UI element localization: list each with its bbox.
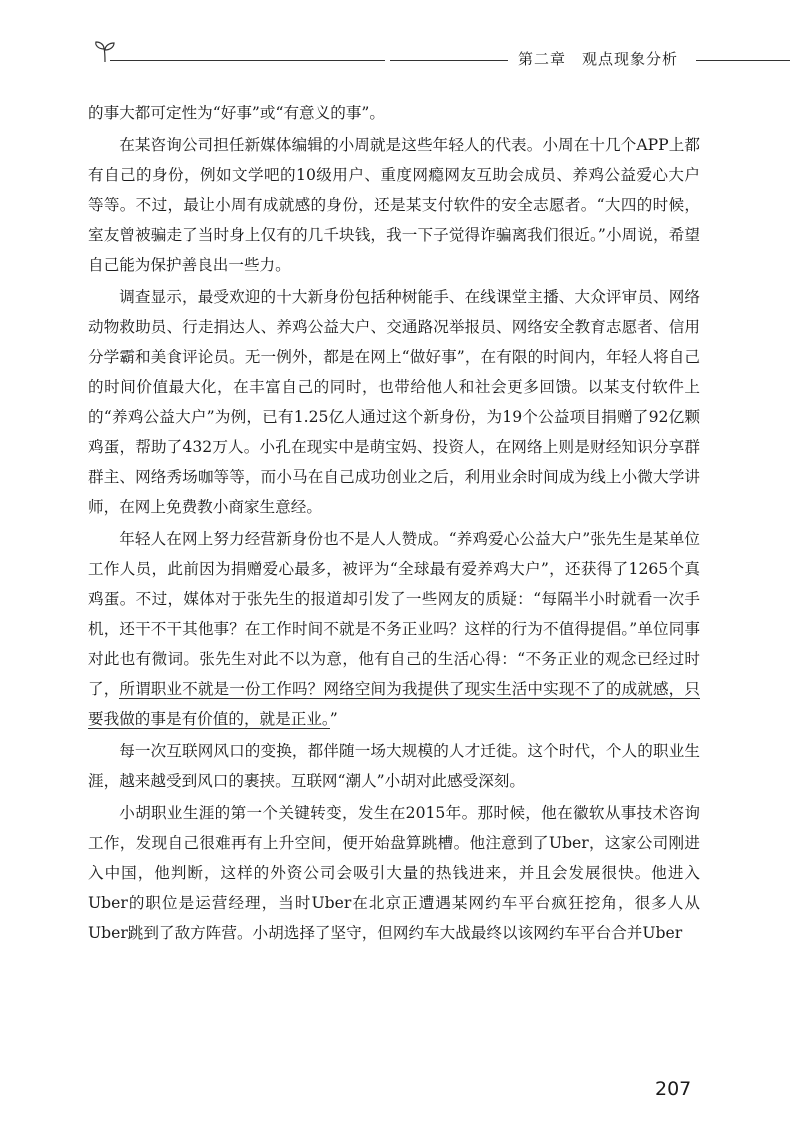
paragraph-5: 每一次互联网风口的变换，都伴随一场大规模的人才迁徙。这个时代，个人的职业生涯，越来越受到风口的裹挟。互联网“潮人”小胡对此感受深刻。 xyxy=(88,742,700,790)
header-rule-left xyxy=(110,60,385,61)
paragraph-6: 小胡职业生涯的第一个关键转变，发生在2015年。那时候，他在徽软从事技术咨询工作，发现自己很难再有上升空间，便开始盘算跳槽。他注意到了Uber，这家公司刚进入中国，他判断，这样的外资公司会吸引大量的热钱进来，并且会发展很快。他进入Uber的职位是运营经理，当时Uber在北京正遭遇某网约车平台疯狂挖角，很多人从Uber跳到了敌方阵营。小胡选择了坚守，但网约车大战最终以该网约车平台合并Uber xyxy=(88,804,700,942)
paragraph-2: 在某咨询公司担任新媒体编辑的小周就是这些年轻人的代表。小周在十几个APP上都有自己的身份，例如文学吧的10级用户、重度网瘾网友互助会成员、养鸡公益爱心大户等等。不过，最让小周有成就感的身份，还是某支付软件的安全志愿者。“大四的时候，室友曾被骗走了当时身上仅有的几千块钱，我一下子觉得诈骗离我们很近。”小周说，希望自己能为保护善良出一些力。 xyxy=(88,136,700,274)
page-header xyxy=(0,0,800,80)
header-rule-middle xyxy=(390,60,508,61)
chapter-title: 观点现象分析 xyxy=(582,50,679,68)
paragraph-3: 调查显示，最受欢迎的十大新身份包括种树能手、在线课堂主播、大众评审员、网络动物救助员、行走捐达人、养鸡公益大户、交通路况举报员、网络安全教育志愿者、信用分学霸和美食评论员。无一例外，都是在网上“做好事”，在有限的时间内，年轻人将自己的时间价值最大化，在丰富自己的同时，也带给他人和社会更多回馈。以某支付软件上的“养鸡公益大户”为例，已有1.25亿人通过这个新身份，为19个公益项目捐赠了92亿颗鸡蛋，帮助了432万人。小孔在现实中是萌宝妈、投资人，在网络上则是财经知识分享群群主、网络秀场咖等等，而小马在自己成功创业之后，利用业余时间成为线上小微大学讲师，在网上免费教小商家生意经。 xyxy=(88,288,700,516)
page-number: 207 xyxy=(655,1078,692,1100)
header-rule-right xyxy=(696,60,790,61)
chapter-heading xyxy=(518,48,678,69)
paragraph-4-text: 年轻人在网上努力经营新身份也不是人人赞成。“养鸡爱心公益大户”张先生是某单位工作人员，此前因为捐赠爱心最多，被评为“全球最有爱养鸡大户”，还获得了1265个真鸡蛋。不过，媒体对于张先生的报道却引发了一些网友的质疑：“每隔半小时就看一次手机，还干不干其他事？在工作时间不就是不务正业吗？这样的行为不值得提倡。”单位同事对此也有微词。张先生对此不以为意，他有自己的生活心得：“不务正业的观念已经过时了， xyxy=(88,530,700,698)
closing-quote-mark: ” xyxy=(329,710,338,728)
underlined-quote: 所谓职业不就是一份工作吗？网络空间为我提供了现实生活中实现不了的成就感，只要我做的事是有价值的，就是正业。 xyxy=(88,680,700,728)
body-text xyxy=(88,98,700,950)
paragraph-1: 的事大都可定性为“好事”或“有意义的事”。 xyxy=(88,104,385,122)
paragraph-4 xyxy=(88,524,700,734)
chapter-number: 第二章 xyxy=(518,50,567,68)
